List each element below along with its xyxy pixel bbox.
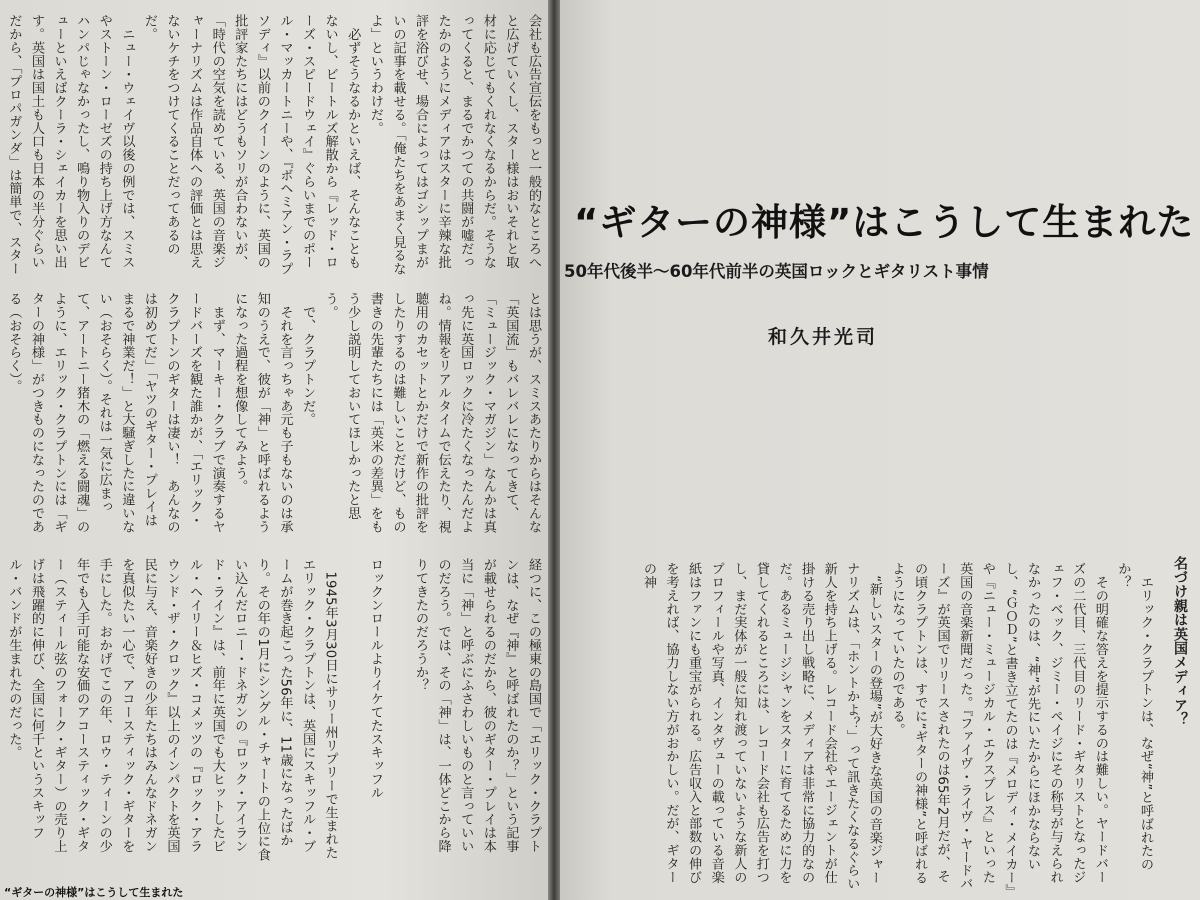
left-upper-text-block: 会社も広告宣伝をもっと一般的なところへと広げていくし、スター様はおいそれと取材に応じてもくれなくなるからだ。そうなってくると、まるでかつての共闘が嘘だったかのようにメディアはスターに辛辣な批評を浴びせ、場合によってはゴシップまがいの記事を載せる。「俺たちをあまく見るなよ」というわけだ。 必ずそうなるかといえば、そんなこともないし、ビートルズ解散から『レッド・ローズ・スピードウェイ』ぐらいまでのポール・マッカートニーや、『ボヘミアン・ラプソディ』以前のクイーンのように、英国の批評家たちにはどうもソリが合わないが、「時代の空気を読めている、英国の音楽ジャーナリズムは作品自体への評価とは思えないケチをつけてくることだってあるのだ。 ニュー・ウェイヴ以後の例では、スミスやストーン・ローゼズの持ち上げ方なんてハンパじゃなかったし、鳴り物入りのデビューといえばクーラ・シェイカーを思い出す。英国は国土も人口も日本の半分ぐらいだから、「プロパガンダ」は簡単で、スター — [6, 14, 541, 276]
left-middle-text-block: とは思うが、スミスあたりからはそんな「英国流」もバレバレになってきて、「ミュージック・マガジン」なんかは真っ先に英国ロックに冷たくなったんだよね。情報をリアルタイムで伝えたり、視聴用のカセットとかだけで新作の批評をしたりするのは難しいことだけど、もの書きの先輩たちには「英米の差異」をもう少し説明しておいてほしかったと思う。 で、クラプトンだ。 それを言っちゃあ元も子もないのは承知のうえで、彼が「神」と呼ばれるようになった過程を想像してみよう。 まず、マーキー・クラブで演奏するヤードバーズを観た誰かが、「エリック・クラプトンのギターは凄い！ あんなのは初めてだ」「ヤツのギター・プレイはまるで神業だ！」と大騒ぎしたに違いない（おそらく）。それは一気に広まって、アートニー猪木の「燃える闘魂」のように、エリック・クラプトンには「ギターの神様」がつきものになったのである（おそらく）。 — [6, 292, 541, 534]
right-page — [560, 0, 1200, 900]
article-title: “ギターの神様”はこうして生まれた — [574, 201, 1195, 244]
left-page — [0, 0, 548, 900]
right-body-text-block: エリック・クラプトンは、なぜ“神”と呼ばれたのか？ その明確な答えを提示するのは難しい。ヤードバーズの二代目、三代目のリード・ギタリストとなったジェフ・ベック、ジミー・ペイジにその称号が与えられなかったのは、“神”が先にいたからにほかならないし、“ＧＯＤ”と書き立てたのは『メロディ・メイカー』や『ニュー・ミュージカル・エクスプレス』といった英国の音楽新聞だった。『ファイヴ・ライヴ・ヤードバーズ』が英国でリリースされたのは65年2月だが、その頃クラプトンは、すでに“ギターの神様”と呼ばれるようになっていたのである。 “新しいスターの登場”が大好きな英国の音楽ジャーナリズムは、「ホントかよ？」って訊きたくなるぐらい新人を持ち上げる。レコード会社やエージェントが仕掛ける売り出し戦略に、メディアは非常に協力的なのだ。あるミュージシャンをスターに育てるために力を貸してくれるところには、レコード会社も広告を打つし、まだ実体が一般に知れ渡っていないような新人のプロフィールや写真、インタヴューの載っている音楽紙はファンにも重宝がられる。広告収入と部数の伸びを考えれば、協力しない方がおかしい。だが、ギターの神 — [640, 562, 1153, 892]
article-subtitle: 50年代後半〜60年代前半の英国ロックとギタリスト事情 — [564, 262, 989, 281]
section-heading: 名づけ親は英国メディア？ — [1172, 556, 1188, 727]
running-title-footer: “ギターの神様”はこうして生まれた — [4, 886, 184, 899]
article-author: 和久井光司 — [768, 326, 879, 348]
left-lower-text-block: 経つに、この極東の島国で「エリック・クラプトンは、なぜ『神』と呼ばれたのか？」という記事が載せられるのだから、彼のギター・プレイは本当に「神」と呼ぶにふさわしいものと言っていいのだろう。では、その「神」は、一体どこから降りてきたのだろうか？ ロックンロールよりイケてたスキッフル 1945年3月30日にサリー州リプリーで生まれたエリック・クラプトンは、英国にスキッフル・ブームが巻き起こった56年に、11歳になったばかり。その年の1月にシングル・チャートの上位に食い込んだロニー・ドネガンの『ロック・アイランド・ライン』は、前年に英国でも大ヒットしたビル・ヘイリー＆ヒズ・コメッツの『ロック・アラウンド・ザ・クロック』以上のインパクトを英国民に与え、音楽好きの少年たちはみんなドネガンを真似たい一心で、アコースティック・ギターを手にした。おかげでこの年、ロウ・ティーンの少年でも入手可能な安価のアコースティック・ギター（スティール弦のフォーク・ギター）の売り上げは飛躍的に伸び、全国に何千というスキッフル・バンドが生まれたのだった。 — [6, 558, 541, 862]
book-gutter — [548, 0, 560, 900]
